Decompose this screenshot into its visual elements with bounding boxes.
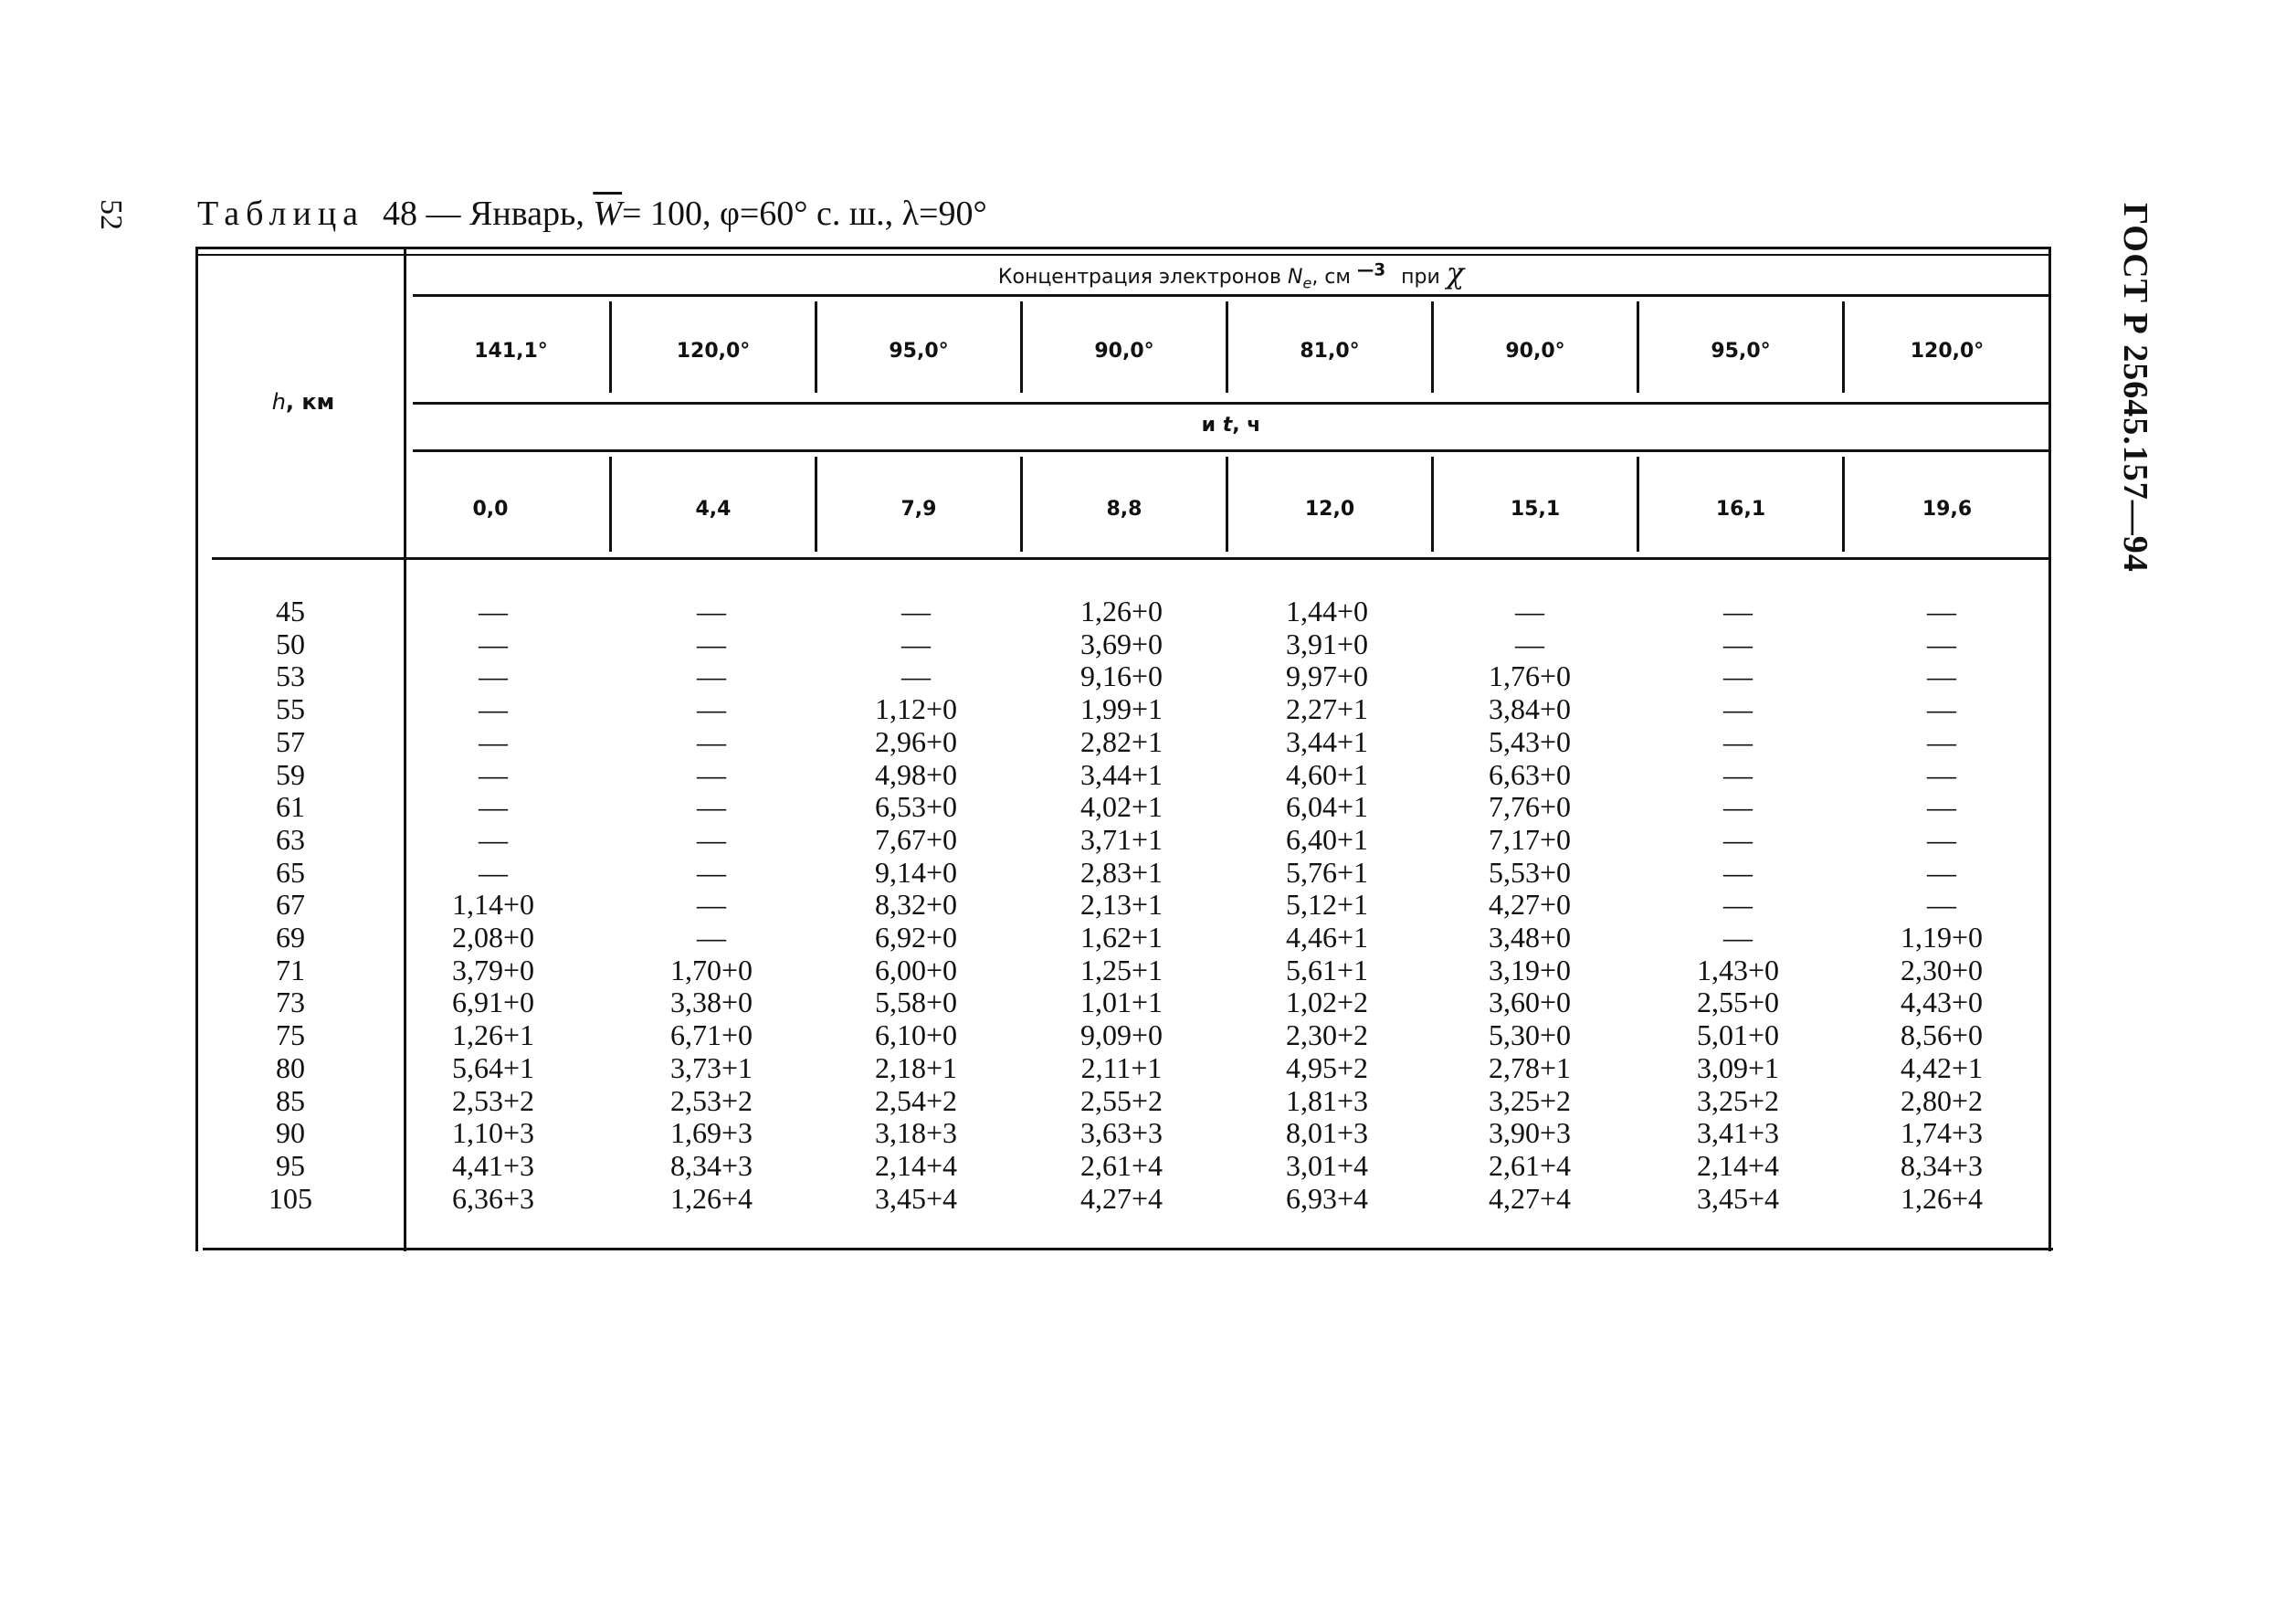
table-cell: — bbox=[479, 627, 508, 660]
table-cell: — bbox=[1927, 659, 1956, 692]
table-cell: 3,90+3 bbox=[1488, 1116, 1572, 1149]
table-cell: 6,93+4 bbox=[1285, 1182, 1369, 1215]
table-cell: 3,45+4 bbox=[874, 1182, 958, 1215]
table-cell: 6,36+3 bbox=[451, 1182, 535, 1215]
table-cell: 1,26+0 bbox=[1079, 595, 1164, 627]
table-cell: 2,30+0 bbox=[1900, 954, 1984, 986]
table-cell: — bbox=[1723, 823, 1753, 856]
table-cell: 5,30+0 bbox=[1488, 1018, 1572, 1051]
table-cell: 3,38+0 bbox=[669, 986, 753, 1018]
table-cell: — bbox=[1927, 823, 1956, 856]
table-cell: — bbox=[697, 725, 726, 758]
table-title bbox=[197, 194, 987, 234]
table-cell: — bbox=[1723, 692, 1753, 725]
table-cell: — bbox=[1723, 790, 1753, 823]
table-cell: 7,67+0 bbox=[874, 823, 958, 856]
table-cell: 9,97+0 bbox=[1285, 659, 1369, 692]
table-cell: 4,27+4 bbox=[1079, 1182, 1164, 1215]
table-cell: 2,13+1 bbox=[1079, 888, 1164, 921]
table-cell: 1,26+4 bbox=[1900, 1182, 1984, 1215]
height-cell: 63 bbox=[276, 823, 305, 856]
t-value: 4,4 bbox=[695, 498, 732, 521]
table-cell: 2,08+0 bbox=[451, 921, 535, 954]
table-cell: 1,10+3 bbox=[451, 1116, 535, 1149]
h-column-header bbox=[203, 389, 404, 415]
table-cell: 6,10+0 bbox=[874, 1018, 958, 1051]
table-cell: — bbox=[1927, 627, 1956, 660]
t-symbol: t bbox=[1222, 414, 1233, 437]
table-cell: 4,43+0 bbox=[1900, 986, 1984, 1018]
table-cell: 9,14+0 bbox=[874, 856, 958, 889]
t-value: 0,0 bbox=[472, 498, 509, 521]
table-cell: 2,82+1 bbox=[1079, 725, 1164, 758]
t-value: 7,9 bbox=[900, 498, 937, 521]
table-cell: 1,02+2 bbox=[1285, 986, 1369, 1018]
table-cell: — bbox=[1723, 921, 1753, 954]
table-cell: 1,12+0 bbox=[874, 692, 958, 725]
table-cell: 3,91+0 bbox=[1285, 627, 1369, 660]
table-cell: — bbox=[697, 758, 726, 791]
table-cell: 4,41+3 bbox=[451, 1149, 535, 1182]
table-cell: — bbox=[479, 595, 508, 627]
table-title-params: = 100, φ=60° с. ш., λ=90° bbox=[622, 195, 987, 233]
table-cell: — bbox=[697, 790, 726, 823]
t-header bbox=[413, 414, 2049, 437]
table-cell: 4,98+0 bbox=[874, 758, 958, 791]
table-cell: 3,25+2 bbox=[1488, 1084, 1572, 1117]
table-cell: — bbox=[697, 659, 726, 692]
chi-value: 81,0° bbox=[1300, 340, 1360, 363]
unit-label: , см bbox=[1311, 266, 1351, 289]
height-cell: 105 bbox=[269, 1182, 312, 1215]
height-cell: 75 bbox=[276, 1018, 305, 1051]
table-cell: 3,79+0 bbox=[451, 954, 535, 986]
table-cell: 3,18+3 bbox=[874, 1116, 958, 1149]
table-cell: — bbox=[697, 856, 726, 889]
table-cell: 3,25+2 bbox=[1696, 1084, 1780, 1117]
table-cell: — bbox=[697, 595, 726, 627]
table-cell: 6,40+1 bbox=[1285, 823, 1369, 856]
table-cell: — bbox=[1927, 595, 1956, 627]
table-cell: 3,09+1 bbox=[1696, 1051, 1780, 1084]
chi-symbol: χ bbox=[1446, 256, 1465, 290]
table-cell: 4,02+1 bbox=[1079, 790, 1164, 823]
table-cell: 3,60+0 bbox=[1488, 986, 1572, 1018]
concentration-label: Концентрация электронов bbox=[997, 266, 1281, 289]
w-symbol: $\overline{W}$ bbox=[593, 195, 623, 233]
table-cell: 6,53+0 bbox=[874, 790, 958, 823]
table-cell: 3,71+1 bbox=[1079, 823, 1164, 856]
table-title-number: 48 — Январь, bbox=[383, 195, 584, 233]
table-cell: 5,01+0 bbox=[1696, 1018, 1780, 1051]
table-cell: 6,92+0 bbox=[874, 921, 958, 954]
table-cell: 4,60+1 bbox=[1285, 758, 1369, 791]
pri-label: при bbox=[1401, 266, 1440, 289]
height-cell: 59 bbox=[276, 758, 305, 791]
table-cell: 9,09+0 bbox=[1079, 1018, 1164, 1051]
table-cell: — bbox=[479, 725, 508, 758]
and-label: и bbox=[1201, 414, 1216, 437]
table-cell: 1,69+3 bbox=[669, 1116, 753, 1149]
table-cell: 1,70+0 bbox=[669, 954, 753, 986]
table-cell: 3,69+0 bbox=[1079, 627, 1164, 660]
t-value: 8,8 bbox=[1106, 498, 1142, 521]
table-cell: 1,44+0 bbox=[1285, 595, 1369, 627]
table-cell: — bbox=[1723, 856, 1753, 889]
table-cell: 3,63+3 bbox=[1079, 1116, 1164, 1149]
table-cell: — bbox=[479, 790, 508, 823]
table-cell: 7,76+0 bbox=[1488, 790, 1572, 823]
table-cell: — bbox=[697, 888, 726, 921]
table-cell: 6,71+0 bbox=[669, 1018, 753, 1051]
table-cell: 1,74+3 bbox=[1900, 1116, 1984, 1149]
height-cell: 53 bbox=[276, 659, 305, 692]
height-cell: 73 bbox=[276, 986, 305, 1018]
chi-value: 120,0° bbox=[676, 340, 751, 363]
table-cell: — bbox=[1927, 758, 1956, 791]
table-cell: 2,27+1 bbox=[1285, 692, 1369, 725]
height-cell: 61 bbox=[276, 790, 305, 823]
table-cell: 8,32+0 bbox=[874, 888, 958, 921]
height-cell: 90 bbox=[276, 1116, 305, 1149]
table-cell: 2,54+2 bbox=[874, 1084, 958, 1117]
table-cell: 2,30+2 bbox=[1285, 1018, 1369, 1051]
table-cell: 4,27+4 bbox=[1488, 1182, 1572, 1215]
table-cell: — bbox=[901, 595, 931, 627]
unit-exponent: —3 bbox=[1357, 260, 1386, 280]
table-cell: 3,73+1 bbox=[669, 1051, 753, 1084]
table-cell: — bbox=[1723, 595, 1753, 627]
table-cell: 2,78+1 bbox=[1488, 1051, 1572, 1084]
table-cell: — bbox=[1723, 725, 1753, 758]
table-cell: 3,19+0 bbox=[1488, 954, 1572, 986]
table-cell: — bbox=[1723, 659, 1753, 692]
table-cell: 2,53+2 bbox=[451, 1084, 535, 1117]
t-value: 15,1 bbox=[1510, 498, 1561, 521]
chi-value: 141,1° bbox=[474, 340, 548, 363]
height-cell: 65 bbox=[276, 856, 305, 889]
t-value: 12,0 bbox=[1304, 498, 1355, 521]
table-cell: 4,27+0 bbox=[1488, 888, 1572, 921]
table-cell: 8,34+3 bbox=[1900, 1149, 1984, 1182]
table-cell: 2,18+1 bbox=[874, 1051, 958, 1084]
table-cell: 1,01+1 bbox=[1079, 986, 1164, 1018]
table-cell: — bbox=[1723, 758, 1753, 791]
table-cell: 6,00+0 bbox=[874, 954, 958, 986]
table-cell: — bbox=[1927, 888, 1956, 921]
table-cell: — bbox=[901, 627, 931, 660]
height-cell: 80 bbox=[276, 1051, 305, 1084]
t-value: 19,6 bbox=[1922, 498, 1973, 521]
table-cell: 7,17+0 bbox=[1488, 823, 1572, 856]
document-code: ГОСТ Р 25645.157—94 bbox=[2116, 203, 2154, 573]
table-cell: 6,91+0 bbox=[451, 986, 535, 1018]
table-cell: 4,95+2 bbox=[1285, 1051, 1369, 1084]
height-cell: 69 bbox=[276, 921, 305, 954]
table-cell: — bbox=[479, 659, 508, 692]
table-cell: 5,43+0 bbox=[1488, 725, 1572, 758]
table-cell: 3,48+0 bbox=[1488, 921, 1572, 954]
table-cell: 1,25+1 bbox=[1079, 954, 1164, 986]
table-cell: 8,34+3 bbox=[669, 1149, 753, 1182]
table-cell: — bbox=[697, 627, 726, 660]
table-cell: 5,53+0 bbox=[1488, 856, 1572, 889]
height-cell: 45 bbox=[276, 595, 305, 627]
table-cell: 2,83+1 bbox=[1079, 856, 1164, 889]
table-cell: — bbox=[697, 692, 726, 725]
t-value: 16,1 bbox=[1715, 498, 1766, 521]
table-cell: 2,61+4 bbox=[1079, 1149, 1164, 1182]
table-cell: — bbox=[1927, 725, 1956, 758]
table-cell: — bbox=[697, 823, 726, 856]
table-title-word: Таблица bbox=[197, 195, 365, 233]
table-cell: 1,14+0 bbox=[451, 888, 535, 921]
table-cell: 1,43+0 bbox=[1696, 954, 1780, 986]
table-cell: 1,76+0 bbox=[1488, 659, 1572, 692]
table-cell: 5,12+1 bbox=[1285, 888, 1369, 921]
table-cell: 9,16+0 bbox=[1079, 659, 1164, 692]
table-cell: — bbox=[1723, 627, 1753, 660]
height-cell: 95 bbox=[276, 1149, 305, 1182]
table-cell: — bbox=[1723, 888, 1753, 921]
table-cell: — bbox=[901, 659, 931, 692]
h-symbol: h bbox=[271, 389, 286, 415]
table-cell: 2,55+2 bbox=[1079, 1084, 1164, 1117]
table-cell: 1,19+0 bbox=[1900, 921, 1984, 954]
ne-symbol: N bbox=[1288, 266, 1303, 289]
table-cell: — bbox=[1515, 627, 1544, 660]
chi-value: 95,0° bbox=[1711, 340, 1771, 363]
table-cell: — bbox=[479, 823, 508, 856]
height-cell: 57 bbox=[276, 725, 305, 758]
table-cell: 3,01+4 bbox=[1285, 1149, 1369, 1182]
height-cell: 50 bbox=[276, 627, 305, 660]
height-cell: 71 bbox=[276, 954, 305, 986]
concentration-header bbox=[413, 256, 2049, 291]
ne-subscript: e bbox=[1302, 274, 1312, 292]
table-cell: — bbox=[697, 921, 726, 954]
table-cell: 2,61+4 bbox=[1488, 1149, 1572, 1182]
table-cell: — bbox=[479, 856, 508, 889]
table-cell: 6,04+1 bbox=[1285, 790, 1369, 823]
table-cell: 5,64+1 bbox=[451, 1051, 535, 1084]
chi-value: 95,0° bbox=[889, 340, 949, 363]
table-cell: — bbox=[1927, 790, 1956, 823]
height-cell: 55 bbox=[276, 692, 305, 725]
table-cell: 3,45+4 bbox=[1696, 1182, 1780, 1215]
table-cell: 1,26+4 bbox=[669, 1182, 753, 1215]
table-cell: 1,62+1 bbox=[1079, 921, 1164, 954]
table-cell: — bbox=[1927, 856, 1956, 889]
table-cell: — bbox=[1927, 692, 1956, 725]
table-cell: 8,01+3 bbox=[1285, 1116, 1369, 1149]
chi-value: 90,0° bbox=[1505, 340, 1565, 363]
table-cell: 8,56+0 bbox=[1900, 1018, 1984, 1051]
table-cell: — bbox=[1515, 595, 1544, 627]
table-cell: 5,58+0 bbox=[874, 986, 958, 1018]
table-cell: 3,84+0 bbox=[1488, 692, 1572, 725]
table-cell: 2,14+4 bbox=[1696, 1149, 1780, 1182]
table-cell: 5,76+1 bbox=[1285, 856, 1369, 889]
t-unit: , ч bbox=[1232, 414, 1261, 437]
page-number: 52 bbox=[94, 199, 128, 230]
table-cell: 2,53+2 bbox=[669, 1084, 753, 1117]
table-cell: 1,26+1 bbox=[451, 1018, 535, 1051]
height-cell: 67 bbox=[276, 888, 305, 921]
table-cell: 1,99+1 bbox=[1079, 692, 1164, 725]
h-unit: , км bbox=[285, 389, 335, 415]
table-cell: 6,63+0 bbox=[1488, 758, 1572, 791]
table-cell: 2,14+4 bbox=[874, 1149, 958, 1182]
table-cell: 3,41+3 bbox=[1696, 1116, 1780, 1149]
table-cell: 4,46+1 bbox=[1285, 921, 1369, 954]
table-cell: 4,42+1 bbox=[1900, 1051, 1984, 1084]
table-cell: — bbox=[479, 692, 508, 725]
table-cell: 1,81+3 bbox=[1285, 1084, 1369, 1117]
table-cell: 2,80+2 bbox=[1900, 1084, 1984, 1117]
table-cell: 2,96+0 bbox=[874, 725, 958, 758]
table-cell: 2,55+0 bbox=[1696, 986, 1780, 1018]
table-cell: 2,11+1 bbox=[1080, 1051, 1163, 1084]
chi-value: 90,0° bbox=[1094, 340, 1154, 363]
table-cell: 3,44+1 bbox=[1285, 725, 1369, 758]
table-cell: 3,44+1 bbox=[1079, 758, 1164, 791]
table-cell: 5,61+1 bbox=[1285, 954, 1369, 986]
table-cell: — bbox=[479, 758, 508, 791]
height-cell: 85 bbox=[276, 1084, 305, 1117]
chi-value: 120,0° bbox=[1910, 340, 1985, 363]
